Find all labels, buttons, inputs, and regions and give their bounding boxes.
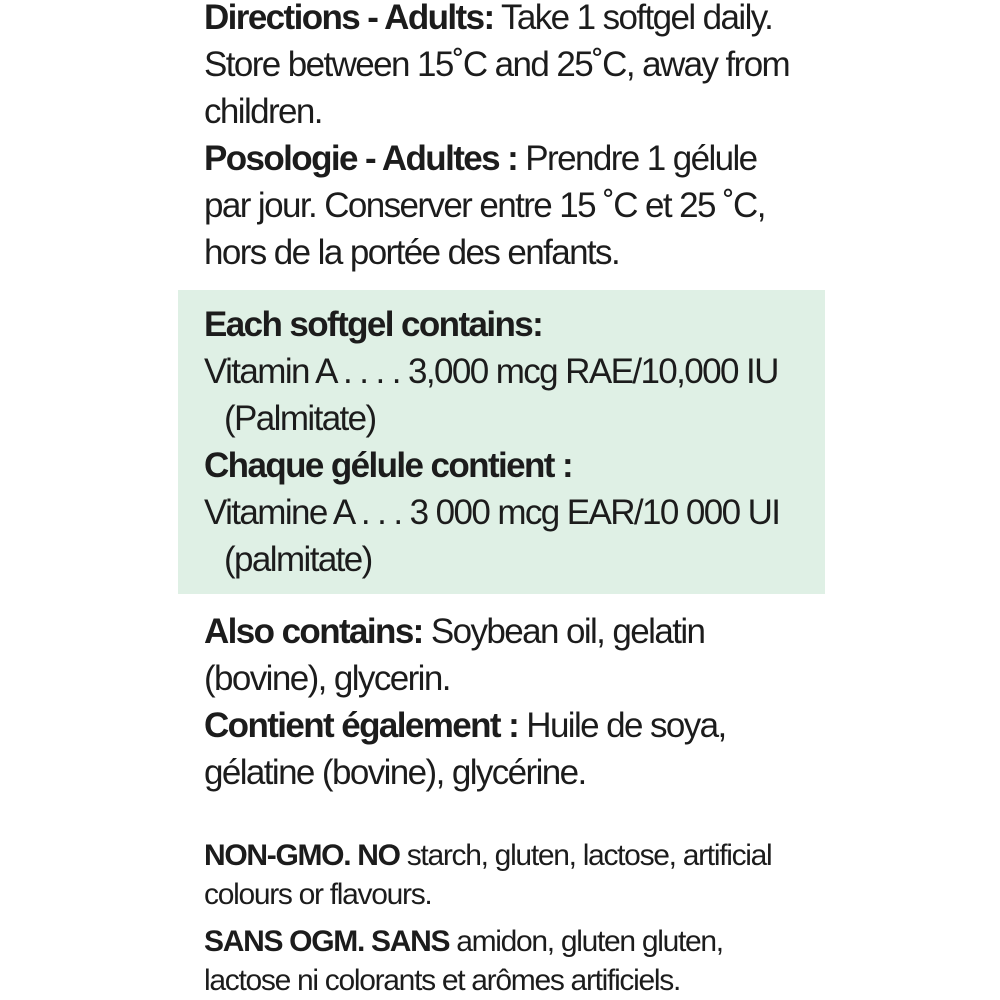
ingredients-english-label: Also contains: [204,612,423,651]
ingredients-french: Contient également : Huile de soya, gélatine (bovine), glycérine. [204,706,726,792]
directions-english-label: Directions - Adults: [204,0,494,37]
directions-french-label: Posologie - Adultes : [204,139,518,178]
claims-english: NON-GMO. NO starch, gluten, lactose, artificial colours or flavours. [204,839,772,911]
ingredients-section [204,608,844,796]
vitamin-a-french: Vitamine A . . . 3 000 mcg EAR/10 000 UI [204,493,780,532]
claims-english-label: NON-GMO. NO [204,839,400,872]
claims-french: SANS OGM. SANS amidon, gluten gluten, lactose ni colorants et arômes artificiels. [204,925,723,997]
claims-section [204,836,904,1000]
vitamin-a-form-english: (Palmitate) [224,399,376,438]
directions-english: Directions - Adults: Take 1 softgel daily. Store between 15˚C and 25˚C, away from children. [204,0,790,131]
nutrition-heading-french: Chaque gélule contient : [204,446,573,485]
vitamin-a-english: Vitamin A . . . . 3,000 mcg RAE/10,000 IU [204,352,778,391]
vitamin-a-form-french: (palmitate) [224,540,372,579]
ingredients-english: Also contains: Soybean oil, gelatin (bovine), glycerin. [204,612,705,698]
nutrition-panel [178,290,825,594]
directions-section [204,0,844,276]
claims-french-label: SANS OGM. SANS [204,925,450,958]
nutrition-heading-english: Each softgel contains: [204,305,543,344]
ingredients-french-label: Contient également : [204,706,519,745]
directions-french: Posologie - Adultes : Prendre 1 gélule par jour. Conserver entre 15 ˚C et 25 ˚C, hors de la portée des enfants. [204,139,765,272]
